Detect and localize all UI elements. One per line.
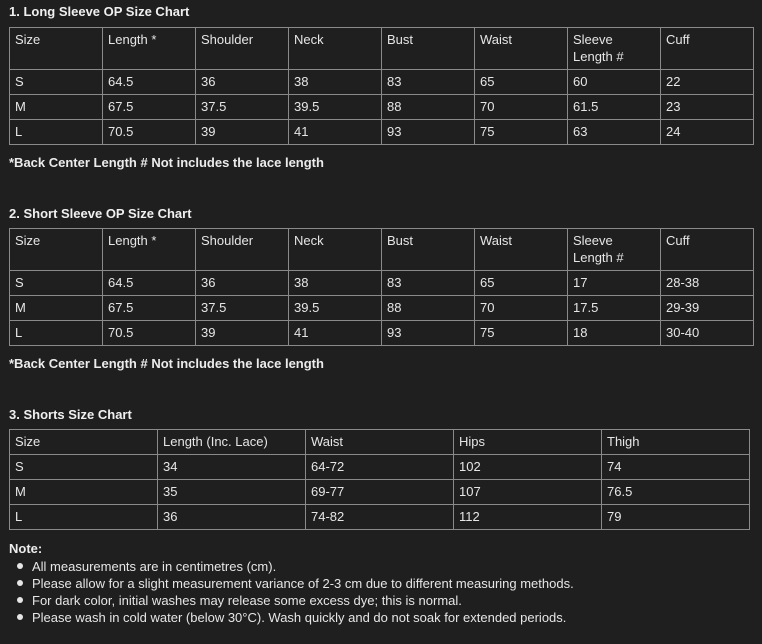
header-cell: Waist [475,28,568,70]
table-cell: L [10,321,103,346]
note-title: Note: [9,541,43,556]
table-cell: 67.5 [103,95,196,120]
short-sleeve-size-table [9,228,754,346]
header-cell: Size [10,430,158,455]
list-item [14,609,574,626]
table-cell: 39.5 [289,296,382,321]
header-cell: Sleeve Length # [568,229,661,271]
table-row [10,70,754,95]
header-cell: Hips [454,430,602,455]
header-cell: Shoulder [196,28,289,70]
header-cell: Cuff [661,28,754,70]
table-cell: 37.5 [196,296,289,321]
table-cell: 65 [475,271,568,296]
table-cell: 112 [454,505,602,530]
table-cell: L [10,120,103,145]
table-cell: 61.5 [568,95,661,120]
note-text: Please wash in cold water (below 30°C). Wash quickly and do not soak for extended periods. [32,610,567,625]
short-sleeve-footnote: *Back Center Length # Not includes the lace length [9,356,324,371]
table-cell: 39.5 [289,95,382,120]
table-cell: 18 [568,321,661,346]
note-list [14,558,574,626]
table-cell: M [10,480,158,505]
header-cell: Length * [103,229,196,271]
list-item [14,575,574,592]
table-cell: 37.5 [196,95,289,120]
table-cell: 70 [475,296,568,321]
section-title-shorts: 3. Shorts Size Chart [9,407,132,422]
header-cell: Length * [103,28,196,70]
table-cell: 63 [568,120,661,145]
table-header-row [10,430,750,455]
table-cell: 102 [454,455,602,480]
table-cell: 39 [196,321,289,346]
table-cell: 69-77 [306,480,454,505]
table-cell: 38 [289,70,382,95]
header-cell: Neck [289,229,382,271]
table-cell: 64-72 [306,455,454,480]
table-header-row [10,28,754,70]
note-text: For dark color, initial washes may release some excess dye; this is normal. [32,593,462,608]
table-cell: 74-82 [306,505,454,530]
table-cell: L [10,505,158,530]
section-title-long-sleeve: 1. Long Sleeve OP Size Chart [9,4,190,19]
table-cell: 70.5 [103,321,196,346]
table-cell: 35 [158,480,306,505]
header-cell: Size [10,28,103,70]
table-header-row [10,229,754,271]
header-cell: Neck [289,28,382,70]
table-cell: 24 [661,120,754,145]
header-cell: Bust [382,229,475,271]
table-cell: 75 [475,120,568,145]
long-sleeve-size-table [9,27,754,145]
table-cell: 107 [454,480,602,505]
table-row [10,480,750,505]
table-cell: 36 [158,505,306,530]
header-cell: Bust [382,28,475,70]
table-cell: 93 [382,321,475,346]
table-cell: 88 [382,95,475,120]
table-cell: S [10,271,103,296]
long-sleeve-footnote: *Back Center Length # Not includes the lace length [9,155,324,170]
header-cell: Thigh [602,430,750,455]
table-cell: 36 [196,70,289,95]
table-cell: 88 [382,296,475,321]
header-cell: Length (Inc. Lace) [158,430,306,455]
table-cell: 17.5 [568,296,661,321]
table-cell: 29-39 [661,296,754,321]
table-row [10,455,750,480]
table-cell: 70 [475,95,568,120]
table-cell: 17 [568,271,661,296]
table-cell: 30-40 [661,321,754,346]
table-cell: 76.5 [602,480,750,505]
table-cell: S [10,70,103,95]
table-cell: 70.5 [103,120,196,145]
bullet-icon [17,580,23,586]
table-row [10,296,754,321]
table-row [10,120,754,145]
header-cell: Waist [306,430,454,455]
table-row [10,505,750,530]
list-item [14,558,574,575]
shorts-size-table [9,429,750,530]
table-cell: 34 [158,455,306,480]
header-cell: Sleeve Length # [568,28,661,70]
list-item [14,592,574,609]
table-cell: 41 [289,321,382,346]
table-cell: 79 [602,505,750,530]
note-text: All measurements are in centimetres (cm). [32,559,277,574]
header-cell: Waist [475,229,568,271]
table-cell: 60 [568,70,661,95]
bullet-icon [17,614,23,620]
header-cell: Shoulder [196,229,289,271]
table-cell: 22 [661,70,754,95]
header-cell: Cuff [661,229,754,271]
table-cell: 36 [196,271,289,296]
table-cell: 64.5 [103,271,196,296]
bullet-icon [17,597,23,603]
header-cell: Size [10,229,103,271]
table-cell: 67.5 [103,296,196,321]
table-cell: 64.5 [103,70,196,95]
note-text: Please allow for a slight measurement variance of 2-3 cm due to different measuring methods. [32,576,574,591]
table-cell: 38 [289,271,382,296]
table-row [10,271,754,296]
table-cell: 74 [602,455,750,480]
section-title-short-sleeve: 2. Short Sleeve OP Size Chart [9,206,192,221]
table-row [10,95,754,120]
table-cell: S [10,455,158,480]
table-cell: 65 [475,70,568,95]
table-cell: 39 [196,120,289,145]
table-row [10,321,754,346]
table-cell: 83 [382,70,475,95]
table-cell: 23 [661,95,754,120]
table-cell: 28-38 [661,271,754,296]
table-cell: 75 [475,321,568,346]
table-cell: 41 [289,120,382,145]
table-cell: 93 [382,120,475,145]
table-cell: 83 [382,271,475,296]
table-cell: M [10,296,103,321]
bullet-icon [17,563,23,569]
table-cell: M [10,95,103,120]
